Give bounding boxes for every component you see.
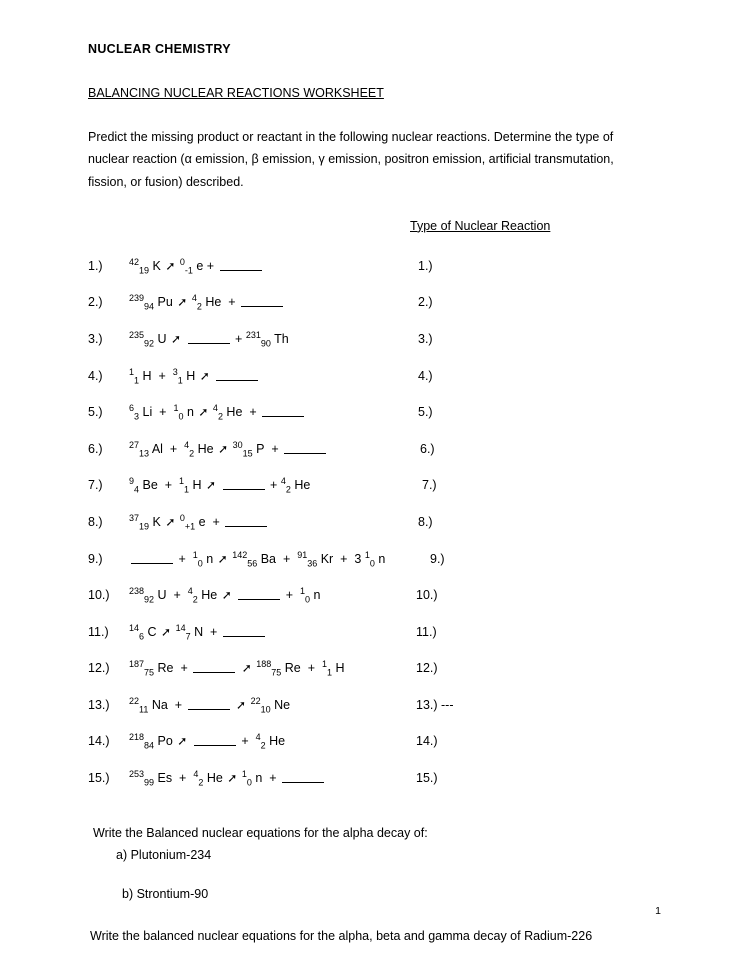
problem-number: 6.)	[88, 441, 103, 456]
problem-row	[88, 366, 663, 406]
problem-row	[88, 478, 663, 515]
problem-number: 11.)	[88, 624, 109, 639]
problem-number: 5.)	[88, 405, 103, 420]
answer-blank[interactable]	[188, 332, 230, 344]
problem-row	[88, 439, 663, 479]
arrow-icon: ➚	[217, 551, 228, 566]
problem-equation: $^{22}_{11}$ Na + ➚ $^{22}_{10}$ Ne	[129, 695, 291, 715]
answer-blank[interactable]	[193, 661, 235, 673]
type-of-reaction-header: Type of Nuclear Reaction	[410, 218, 551, 233]
problem-number: 13.)	[88, 697, 110, 712]
problem-row	[88, 768, 663, 808]
problem-row	[88, 734, 663, 771]
problem-number: 7.)	[88, 478, 103, 493]
problem-row	[88, 622, 663, 662]
arrow-icon: ➚	[227, 771, 238, 786]
problem-number: 10.)	[88, 588, 110, 603]
problem-row	[88, 402, 663, 442]
problem-row	[88, 695, 663, 735]
footer-questions	[88, 824, 663, 947]
answer-blank[interactable]	[223, 625, 265, 637]
problem-equation: $^{218}_{84}$ Po ➚ + $^4_2$ He	[129, 732, 286, 751]
arrow-icon: ➚	[177, 734, 188, 749]
arrow-icon: ➚	[198, 405, 209, 420]
problem-number: 15.)	[88, 771, 110, 786]
answer-label: 9.)	[430, 551, 445, 566]
answer-blank[interactable]	[225, 515, 267, 527]
alpha-decay-item-b: b) Strontium-90	[122, 887, 209, 902]
answer-label: 6.)	[420, 441, 435, 456]
arrow-icon: ➚	[206, 478, 217, 493]
column-header-row	[88, 219, 663, 245]
arrow-icon: ➚	[218, 441, 229, 456]
answer-blank[interactable]	[131, 552, 173, 564]
problem-equation: $^{37}_{19}$ K ➚ $^0_{+1}$ e +	[129, 515, 269, 529]
arrow-icon: ➚	[161, 624, 172, 639]
problem-list	[88, 256, 663, 808]
answer-blank[interactable]	[223, 478, 265, 490]
answer-label: 14.)	[416, 734, 438, 749]
worksheet-subtitle: BALANCING NUCLEAR REACTIONS WORKSHEET	[88, 86, 384, 100]
problem-equation: + $^1_0$ n ➚ $^{142}_{56}$ Ba + $^{91}_{36}$ Kr + 3 $^1_0$ n	[129, 552, 385, 566]
answer-label: 1.)	[418, 258, 433, 273]
answer-label: 3.)	[418, 331, 433, 346]
problem-number: 3.)	[88, 331, 103, 346]
answer-label: 2.)	[418, 295, 433, 310]
arrow-icon: ➚	[165, 258, 176, 273]
problem-row	[88, 295, 663, 332]
problem-equation: $^9_4$ Be + $^1_1$ H ➚ + $^4_2$ He	[129, 476, 311, 495]
answer-blank[interactable]	[194, 734, 236, 746]
answer-label: 11.)	[416, 624, 437, 639]
page-number: 1	[655, 905, 661, 917]
problem-equation: $^{42}_{19}$ K ➚ $^0_{-1}$ e +	[129, 259, 264, 273]
problem-number: 4.)	[88, 368, 103, 383]
problem-row	[88, 549, 663, 589]
answer-blank[interactable]	[188, 698, 230, 710]
answer-blank[interactable]	[284, 442, 326, 454]
answer-label: 12.)	[416, 661, 438, 676]
problem-row	[88, 585, 663, 625]
answer-blank[interactable]	[241, 295, 283, 307]
problem-number: 1.)	[88, 258, 103, 273]
answer-blank[interactable]	[216, 369, 258, 381]
problem-equation: $^{253}_{99}$ Es + $^4_2$ He ➚ $^1_0$ n +	[129, 771, 326, 785]
problem-number: 2.)	[88, 295, 103, 310]
problem-equation: $^{187}_{75}$ Re + ➚ $^{188}_{75}$ Re + $^1_1$ H	[129, 659, 345, 678]
problem-row	[88, 512, 663, 552]
problem-equation: $^{235}_{92}$ U ➚ + $^{231}_{90}$ Th	[129, 329, 289, 349]
alpha-decay-item-a: a) Plutonium-234	[116, 848, 212, 863]
problem-row	[88, 329, 663, 369]
problem-number: 8.)	[88, 514, 103, 529]
answer-blank[interactable]	[238, 588, 280, 600]
answer-label: 10.)	[416, 588, 438, 603]
problem-equation: $^6_3$ Li + $^1_0$ n ➚ $^4_2$ He +	[129, 405, 306, 419]
problem-number: 12.)	[88, 661, 110, 676]
problem-equation: $^{238}_{92}$ U + $^4_2$ He ➚ + $^1_0$ n	[129, 585, 321, 605]
problem-equation: $^1_1$ H + $^3_1$ H ➚	[129, 369, 260, 383]
answer-label: 8.)	[418, 514, 433, 529]
answer-label: 4.)	[418, 368, 433, 383]
problem-equation: $^{14}_6$ C ➚ $^{14}_7$ N +	[129, 625, 267, 639]
answer-blank[interactable]	[282, 771, 324, 783]
answer-label: 13.) ---	[416, 697, 454, 712]
problem-number: 14.)	[88, 734, 110, 749]
arrow-icon: ➚	[199, 368, 210, 383]
radium-decay-prompt: Write the balanced nuclear equations for the alpha, beta and gamma decay of Radium-226	[90, 928, 593, 943]
answer-label: 7.)	[422, 478, 437, 493]
page-title: NUCLEAR CHEMISTRY	[88, 42, 231, 56]
instructions-paragraph: Predict the missing product or reactant in the following nuclear reactions. Determine the type of nuclear reaction (α emission, β emission, γ emission, positron emission, artificial transmutation, fission, or fusion) described.	[88, 130, 614, 189]
alpha-decay-prompt: Write the Balanced nuclear equations for the alpha decay of:	[93, 825, 428, 840]
arrow-icon: ➚	[177, 295, 188, 310]
answer-label: 15.)	[416, 771, 438, 786]
arrow-icon: ➚	[165, 514, 176, 529]
problem-number: 9.)	[88, 551, 103, 566]
document-content	[88, 42, 663, 946]
problem-row	[88, 661, 663, 698]
problem-row	[88, 256, 663, 296]
arrow-icon: ➚	[171, 331, 182, 346]
arrow-icon: ➚	[236, 697, 247, 712]
problem-equation: $^{27}_{13}$ Al + $^4_2$ He ➚ $^{30}_{15}$ P +	[129, 442, 328, 456]
answer-blank[interactable]	[262, 405, 304, 417]
arrow-icon: ➚	[241, 661, 252, 676]
arrow-icon: ➚	[221, 588, 232, 603]
problem-equation: $^{239}_{94}$ Pu ➚ $^4_2$ He +	[129, 295, 285, 309]
answer-blank[interactable]	[220, 259, 262, 271]
answer-label: 5.)	[418, 405, 433, 420]
